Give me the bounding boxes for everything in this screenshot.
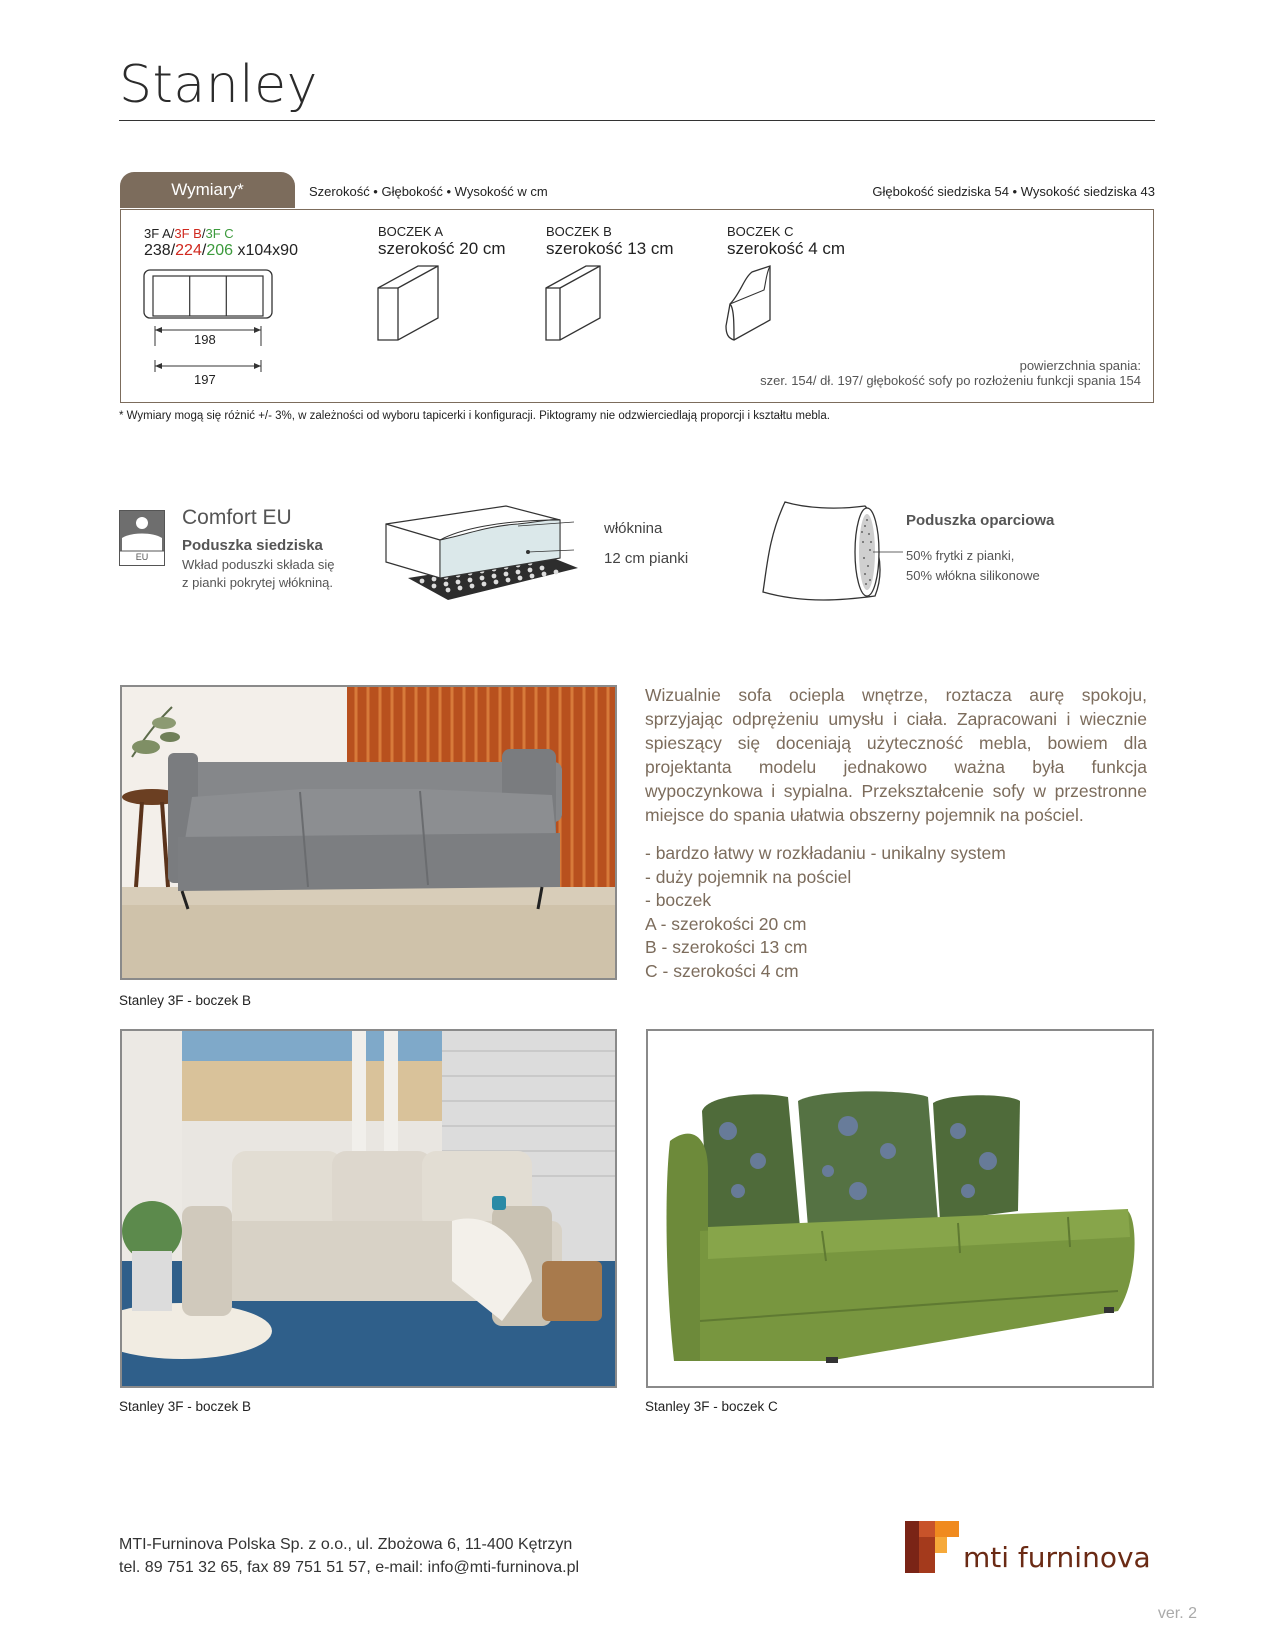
list-item: A - szerokości 20 cm [645, 913, 807, 934]
list-item: - bardzo łatwy w rozkładaniu - unikalny system [645, 843, 1006, 863]
armrest-a-width: szerokość 20 cm [378, 239, 506, 258]
photo-caption: Stanley 3F - boczek C [645, 1399, 778, 1414]
armrest-a-label: BOCZEK A [378, 224, 444, 239]
sofa-top-view-icon [140, 268, 280, 380]
product-photo-green-sofa [646, 1029, 1154, 1388]
feature-list [645, 842, 1006, 983]
back-cushion-icon [755, 496, 905, 608]
width-c: 206 [206, 242, 234, 259]
seat-cushion-desc-line: z pianki pokrytej włókniną. [182, 575, 334, 590]
separator: / [170, 226, 175, 241]
photo-caption: Stanley 3F - boczek B [119, 1399, 252, 1414]
back-cushion-description [906, 546, 1040, 586]
seat-note: Głębokość siedziska 54 • Wysokość siedziska 43 [872, 184, 1155, 199]
armrest-b-label: BOCZEK B [546, 224, 612, 239]
contact-line: tel. 89 751 32 65, fax 89 751 51 57, e-mail: info@mti-furninova.pl [119, 1559, 580, 1576]
back-cushion-title: Poduszka oparciowa [906, 512, 1055, 529]
model-code-b: 3F B [174, 226, 202, 241]
dimensions-footnote: * Wymiary mogą się różnić +/- 3%, w zależności od wyboru tapicerki i konfiguracji. Piktogramy nie odzwierciedlają proporcji i kształtu mebla. [119, 410, 830, 422]
beige-sofa-image [122, 1031, 617, 1388]
photo-caption: Stanley 3F - boczek B [119, 993, 252, 1008]
address-line: MTI-Furninova Polska Sp. z o.o., ul. Zbożowa 6, 11-400 Kętrzyn [119, 1536, 573, 1553]
company-address [119, 1533, 579, 1579]
units-note: Szerokość • Głębokość • Wysokość w cm [309, 184, 548, 199]
green-sofa-image [648, 1031, 1154, 1388]
size-rest: x104x90 [237, 242, 298, 259]
comfort-eu-badge [119, 510, 165, 566]
product-photo-beige-sofa [120, 1029, 617, 1388]
sleeping-area [760, 358, 1141, 388]
armrest-c-width: szerokość 4 cm [727, 239, 846, 258]
fiber-label: włóknina [604, 520, 663, 537]
sleeping-area-value: szer. 154/ dł. 197/ głębokość sofy po rozłożeniu funkcji spania 154 [760, 373, 1141, 388]
seat-cushion-cross-section-icon [378, 500, 608, 610]
list-item: - duży pojemnik na pościel [645, 866, 852, 887]
back-cushion-desc-line: 50% frytki z pianki, [906, 548, 1015, 563]
model-codes [144, 226, 234, 241]
armrest-a-icon [374, 264, 444, 344]
width-a: 238 [144, 242, 171, 259]
comfort-title: Comfort EU [182, 506, 292, 529]
width-b: 224 [175, 242, 202, 259]
badge-label: EU [135, 552, 149, 562]
page-title: Stanley [119, 55, 318, 115]
seat-cushion-desc-line: Wkład poduszki składa się [182, 557, 335, 572]
inner-width-value: 198 [194, 332, 216, 347]
logo-text: mti furninova [963, 1541, 1151, 1574]
armrest-c-icon [722, 264, 782, 344]
product-photo-grey-sofa [120, 685, 617, 980]
separator: / [201, 226, 206, 241]
length-value: 197 [194, 372, 216, 387]
version-label: ver. 2 [1157, 1605, 1197, 1622]
separator: / [201, 242, 207, 259]
model-code-c: 3F C [205, 226, 234, 241]
armrest-b-icon [542, 264, 612, 344]
model-sizes [144, 242, 298, 260]
list-item: B - szerokości 13 cm [645, 937, 808, 957]
title-divider [119, 120, 1155, 121]
product-description: Wizualnie sofa ociepla wnętrze, roztacza aurę spokoju, sprzyjając odprężeniu umysłu i ciała. Zapracowani i wiecznie spieszący się doceniają użyteczność mebla, bowiem dla projektanta modelu jednakowo ważna była funkcja wypoczynkowa i sypialna. Przekształcenie sofy w przestronne miejsce do spania ułatwia obszerny pojemnik na pościel. [645, 685, 1147, 825]
sleeping-area-label: powierzchnia spania: [1019, 358, 1141, 373]
foam-label: 12 cm pianki [604, 550, 689, 567]
grey-sofa-image [122, 687, 617, 980]
armrest-b-width: szerokość 13 cm [546, 239, 674, 258]
list-item: - boczek [645, 890, 712, 910]
back-cushion-desc-line: 50% włókna silikonowe [906, 568, 1040, 583]
model-code-a: 3F A [144, 226, 171, 241]
separator: / [170, 242, 176, 259]
seat-cushion-title: Poduszka siedziska [182, 537, 323, 554]
seat-cushion-description [182, 556, 382, 592]
list-item: C - szerokości 4 cm [645, 960, 799, 981]
company-logo [905, 1515, 1155, 1575]
armrest-c-label: BOCZEK C [727, 224, 794, 239]
dimensions-tab: Wymiary* [120, 172, 295, 208]
